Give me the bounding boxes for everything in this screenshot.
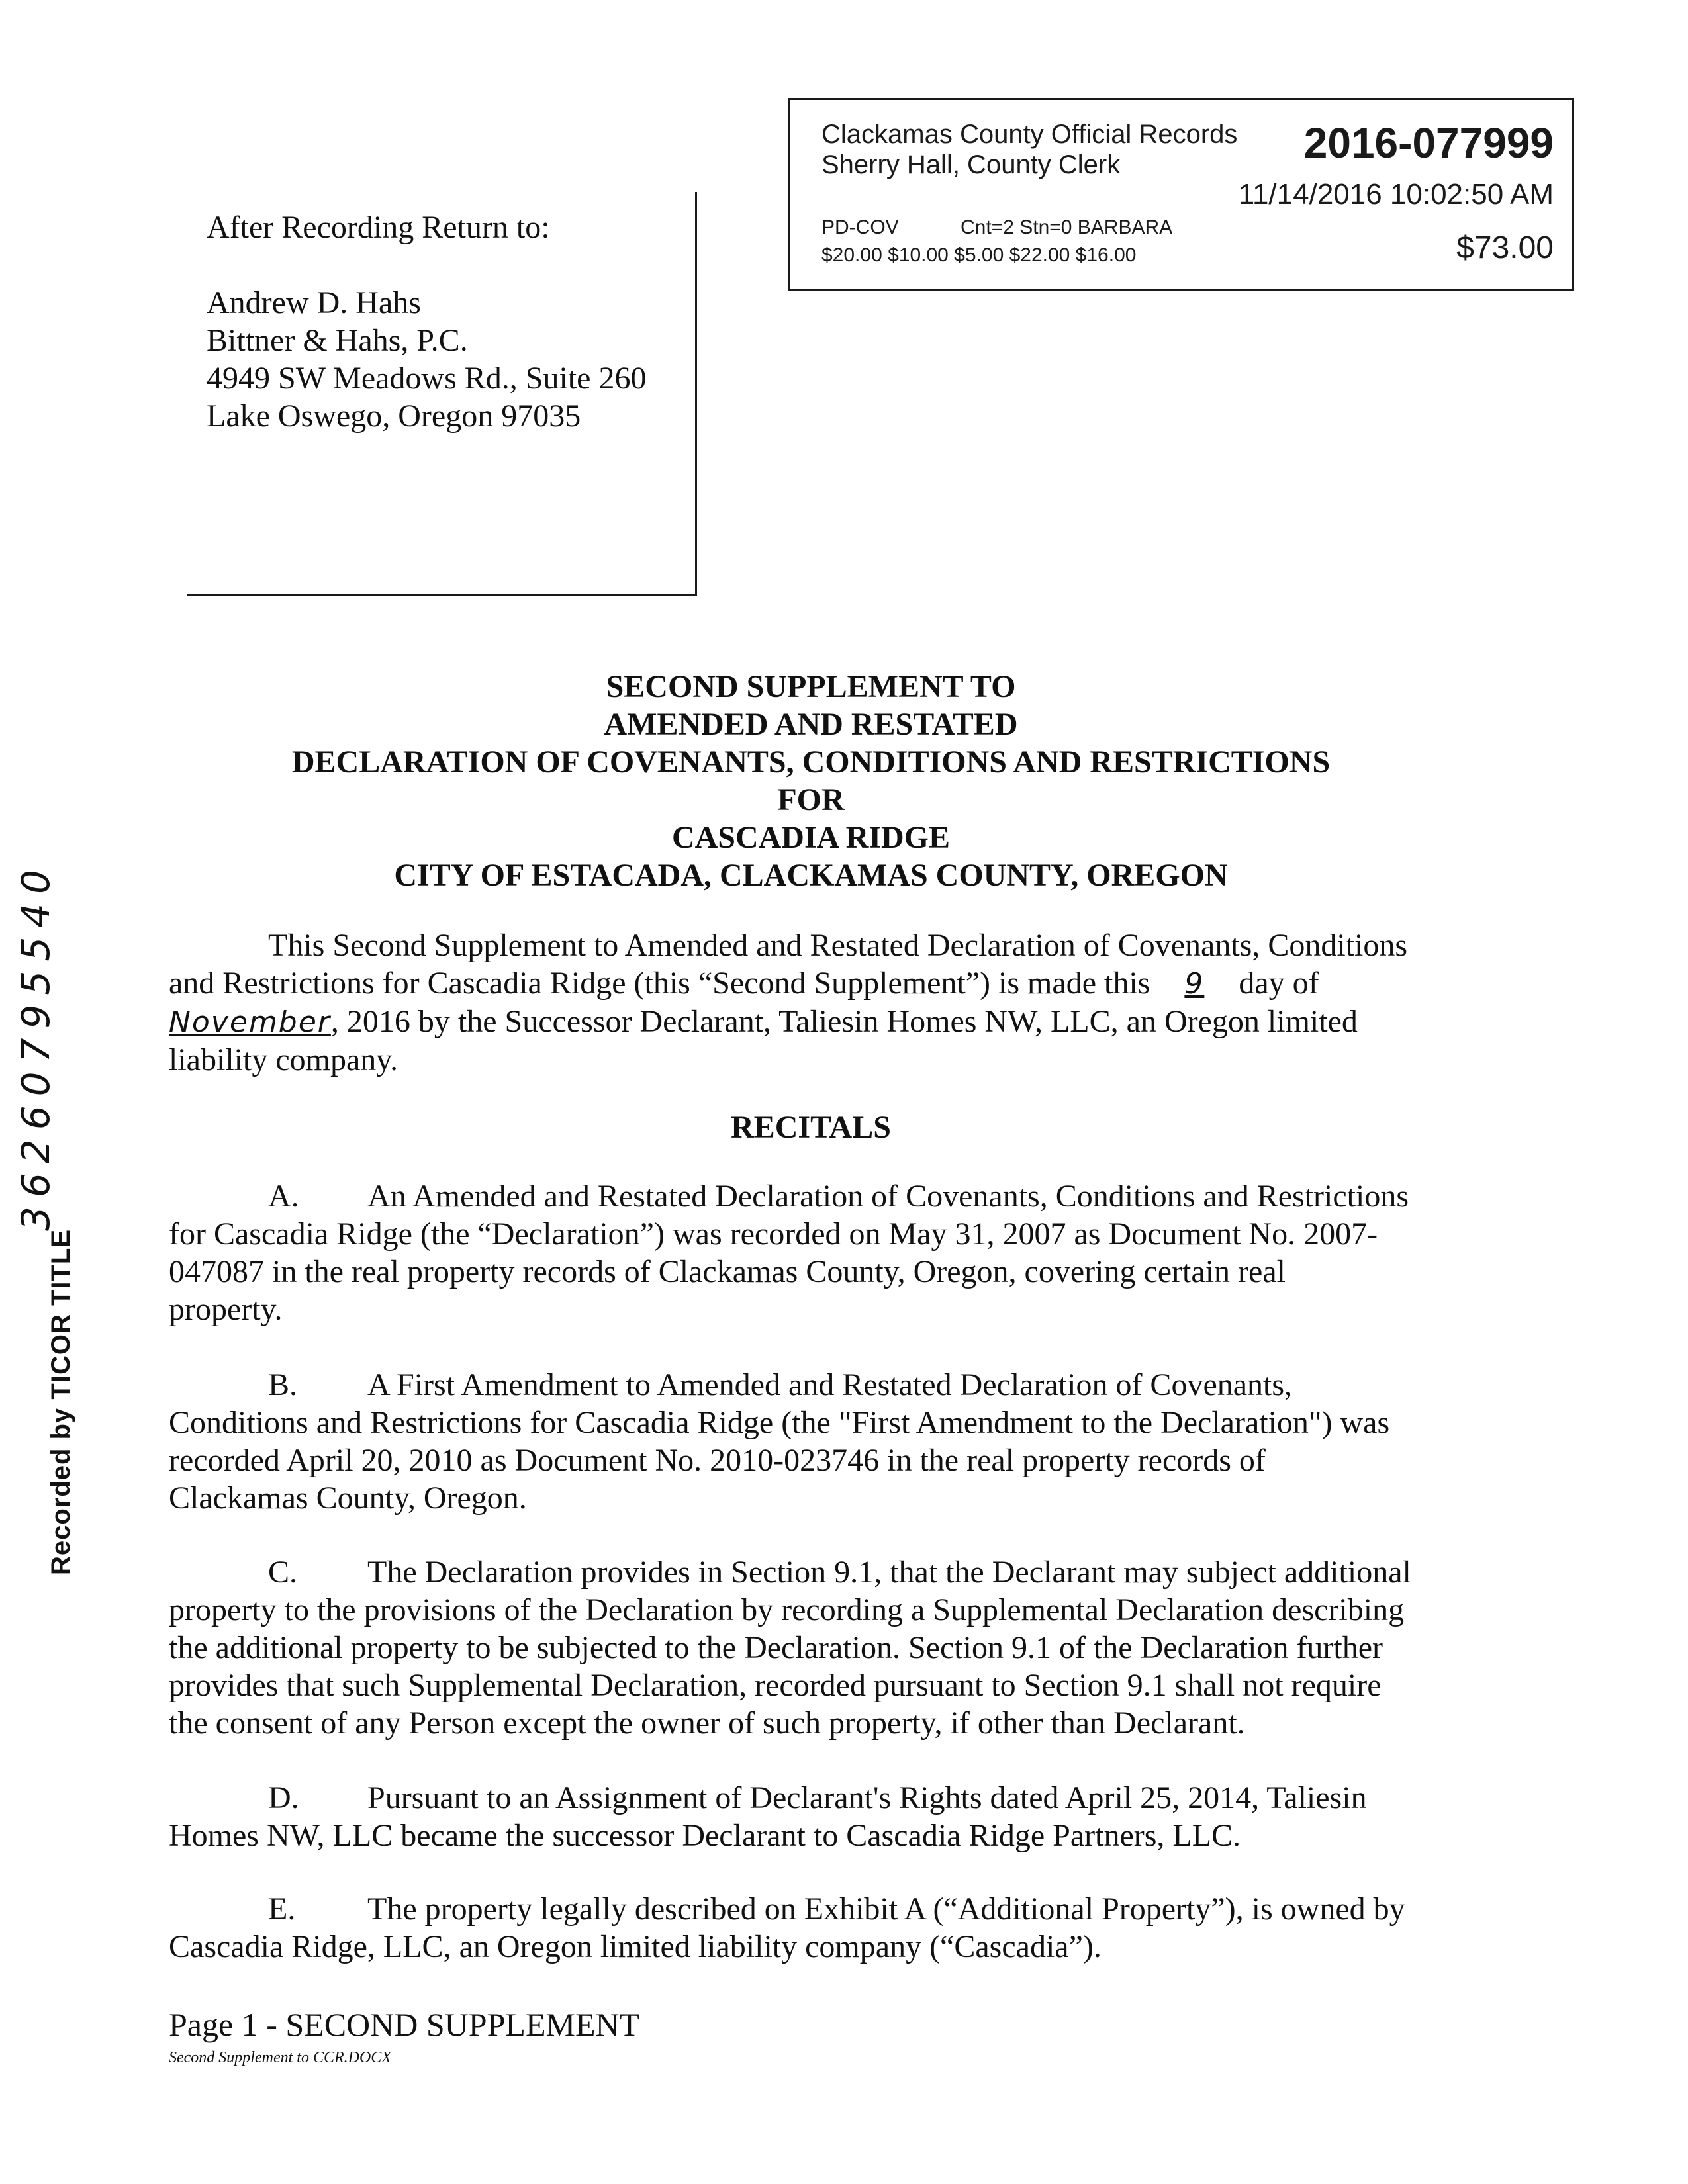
recital-c-letter: C. (268, 1555, 298, 1590)
recital-e-letter: E. (268, 1891, 296, 1927)
title-line-5: CASCADIA RIDGE (671, 820, 951, 855)
return-box-divider (695, 192, 697, 596)
intro-line-1: This Second Supplement to Amended and Restated Declaration of Covenants, Conditions (268, 928, 1408, 963)
return-name: Andrew D. Hahs (207, 285, 421, 320)
footer-page-label: Page 1 - SECOND SUPPLEMENT (169, 2006, 640, 2043)
title-line-1: SECOND SUPPLEMENT TO (606, 669, 1016, 704)
recital-a-line-3: 047087 in the real property records of Clackamas County, Oregon, covering certain real (169, 1254, 1286, 1289)
recording-stamp (788, 98, 1574, 291)
handwritten-day: 9 (1184, 967, 1205, 1001)
recital-d-letter: D. (268, 1780, 299, 1815)
recital-c-line-2: property to the provisions of the Declaration by recording a Supplemental Declaration describing (169, 1592, 1405, 1627)
recital-c-line-3: the additional property to be subjected to the Declaration. Section 9.1 of the Declaration further (169, 1630, 1383, 1665)
title-line-2: AMENDED AND RESTATED (604, 707, 1018, 742)
return-heading: After Recording Return to: (207, 210, 550, 245)
stamp-doc-number: 2016-077999 (1303, 119, 1554, 167)
recital-a-letter: A. (268, 1179, 299, 1214)
recital-c-line-5: the consent of any Person except the owner of such property, if other than Declarant. (169, 1706, 1245, 1741)
stamp-office: Clackamas County Official Records (821, 120, 1238, 149)
stamp-total: $73.00 (1456, 230, 1554, 265)
recorded-by-stamp: Recorded by TICOR TITLE (46, 1228, 75, 1575)
recital-b-line-4: Clackamas County, Oregon. (169, 1480, 527, 1516)
recital-b-line-3: recorded April 20, 2010 as Document No. 2010-023746 in the real property records of (169, 1443, 1266, 1478)
intro-line-4: liability company. (169, 1042, 399, 1077)
recital-e-line-1: The property legally described on Exhibit A (“Additional Property”), is owned by (367, 1891, 1405, 1927)
footer-file-name: Second Supplement to CCR.DOCX (169, 2049, 391, 2066)
intro-line-2: and Restrictions for Cascadia Ridge (this “Second Supplement”) is made this (169, 966, 1150, 1001)
recital-d-line-1: Pursuant to an Assignment of Declarant's Rights dated April 25, 2014, Taliesin (367, 1780, 1367, 1815)
recital-a (169, 1177, 1460, 1328)
return-city: Lake Oswego, Oregon 97035 (207, 398, 581, 433)
recital-d (169, 1779, 1460, 1854)
recital-b-line-1: A First Amendment to Amended and Restated Declaration of Covenants, (367, 1367, 1293, 1402)
recital-b-letter: B. (268, 1367, 298, 1402)
recital-e-line-2: Cascadia Ridge, LLC, an Oregon limited liability company (“Cascadia”). (169, 1929, 1102, 1964)
stamp-counts: Cnt=2 Stn=0 BARBARA (961, 216, 1173, 238)
return-box-underline (187, 594, 697, 596)
intro-paragraph (169, 927, 1460, 1079)
title-line-3: DECLARATION OF COVENANTS, CONDITIONS AND RESTRICTIONS (291, 745, 1331, 780)
stamp-fees: $20.00 $10.00 $5.00 $22.00 $16.00 (821, 244, 1137, 266)
return-firm: Bittner & Hahs, P.C. (207, 323, 468, 358)
side-handwritten-number: 36260795540 (13, 860, 58, 1231)
recital-a-line-4: property. (169, 1292, 283, 1327)
stamp-clerk: Sherry Hall, County Clerk (821, 150, 1121, 179)
return-street: 4949 SW Meadows Rd., Suite 260 (207, 361, 647, 396)
recital-a-line-2: for Cascadia Ridge (the “Declaration”) was recorded on May 31, 2007 as Document No. 2007- (169, 1216, 1378, 1251)
title-line-6: CITY OF ESTACADA, CLACKAMAS COUNTY, OREGON (394, 858, 1228, 893)
recital-e (169, 1890, 1460, 1966)
recital-c (169, 1553, 1460, 1742)
recital-c-line-4: provides that such Supplemental Declaration, recorded pursuant to Section 9.1 shall not require (169, 1668, 1382, 1703)
title-line-4: FOR (777, 782, 845, 817)
handwritten-month: November (169, 1005, 331, 1039)
recital-c-line-1: The Declaration provides in Section 9.1, that the Declarant may subject additional (367, 1555, 1411, 1590)
recital-a-line-1: An Amended and Restated Declaration of Covenants, Conditions and Restrictions (367, 1179, 1409, 1214)
recital-b-line-2: Conditions and Restrictions for Cascadia Ridge (the "First Amendment to the Declaration") was (169, 1405, 1390, 1440)
stamp-datetime: 11/14/2016 10:02:50 AM (1238, 178, 1554, 210)
recital-b (169, 1366, 1460, 1517)
recitals-heading: RECITALS (731, 1110, 891, 1145)
stamp-code: PD-COV (821, 216, 899, 238)
recital-d-line-2: Homes NW, LLC became the successor Declarant to Cascadia Ridge Partners, LLC. (169, 1818, 1241, 1853)
intro-line-3: , 2016 by the Successor Declarant, Taliesin Homes NW, LLC, an Oregon limited (330, 1004, 1358, 1039)
intro-day-of: day of (1239, 966, 1319, 1001)
